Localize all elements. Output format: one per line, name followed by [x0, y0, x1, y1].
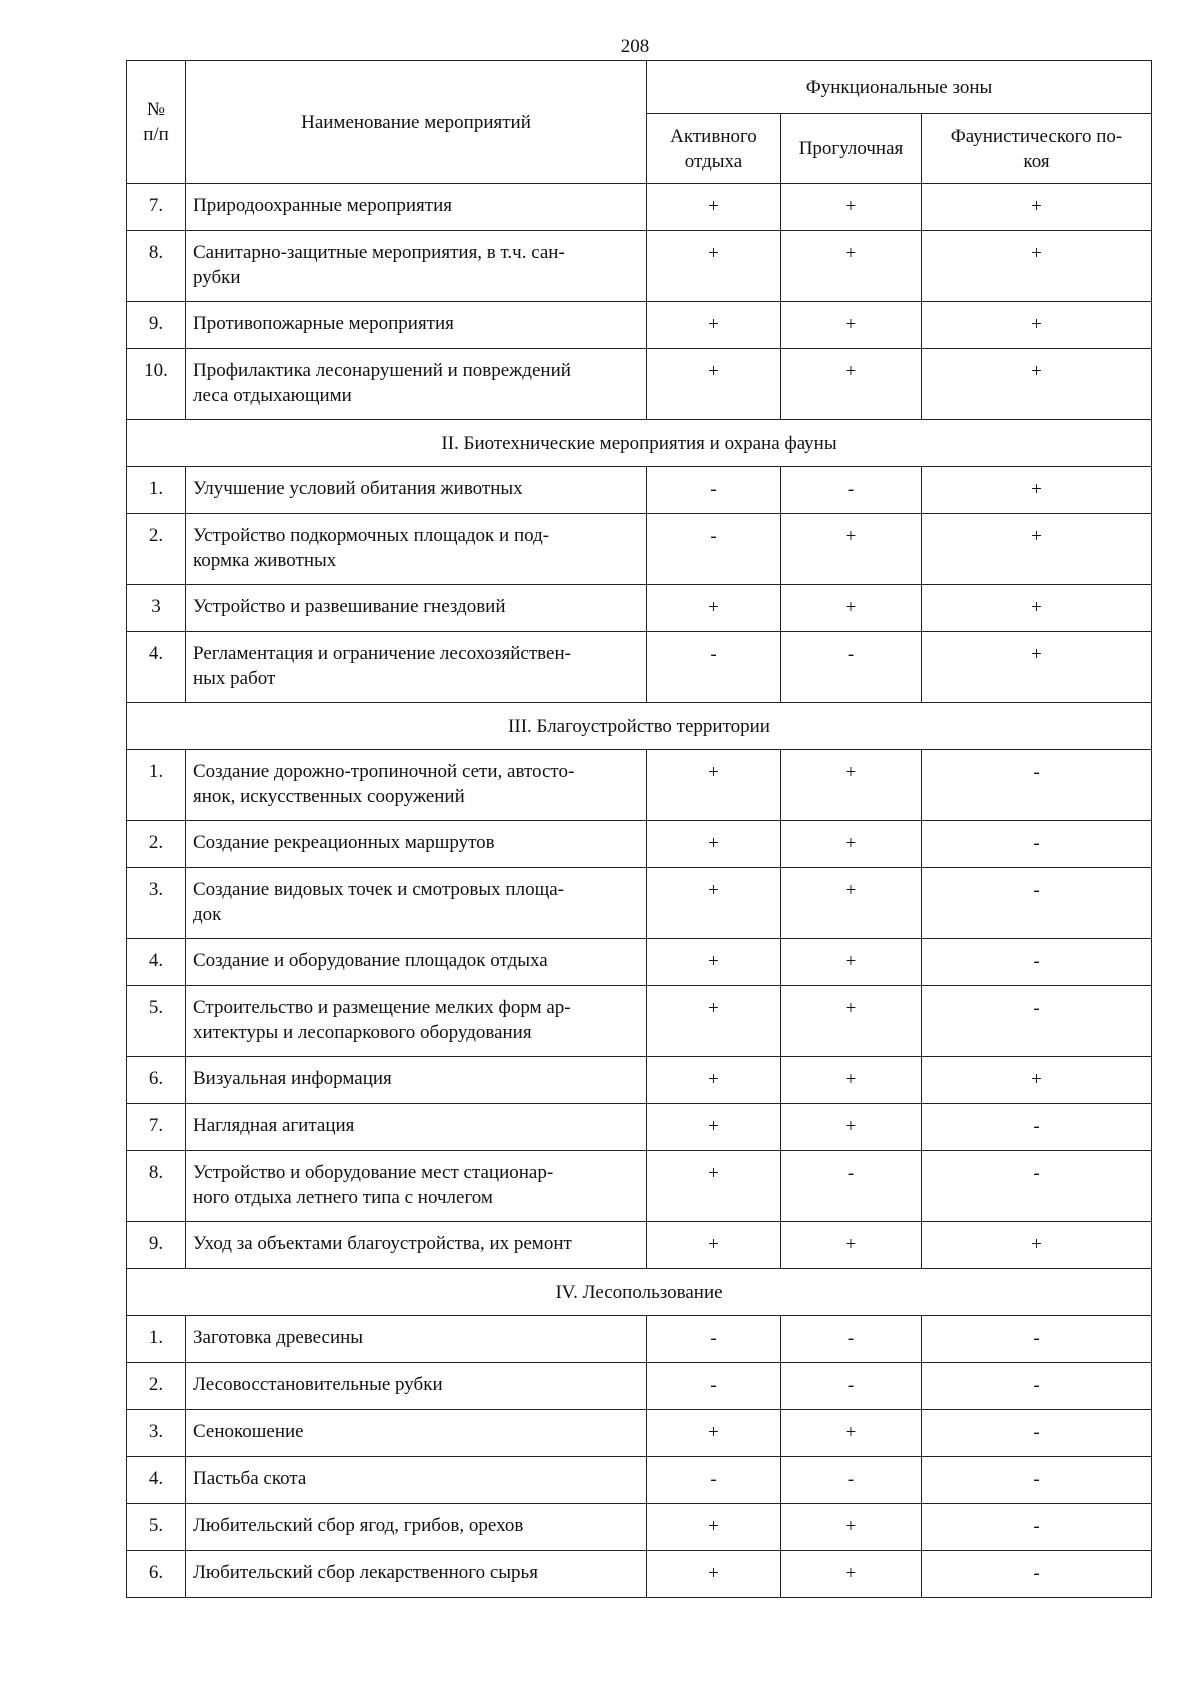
- zone-mark: +: [781, 302, 922, 349]
- zone-mark: +: [922, 349, 1152, 420]
- row-name: Любительский сбор лекарственного сырья: [186, 1551, 647, 1598]
- zone-mark: +: [647, 231, 781, 302]
- zone-mark: +: [922, 184, 1152, 231]
- zone-mark: -: [922, 1316, 1152, 1363]
- zone-mark: +: [647, 868, 781, 939]
- zone-mark: +: [781, 868, 922, 939]
- row-name: Любительский сбор ягод, грибов, орехов: [186, 1504, 647, 1551]
- row-number: 1.: [127, 467, 186, 514]
- row-name: Уход за объектами благоустройства, их ремонт: [186, 1222, 647, 1269]
- zone-mark: +: [922, 1057, 1152, 1104]
- zone-mark: -: [922, 1457, 1152, 1504]
- zone-mark: +: [922, 231, 1152, 302]
- zone-mark: +: [781, 184, 922, 231]
- zone-mark: -: [781, 1363, 922, 1410]
- zone-mark: -: [781, 1316, 922, 1363]
- table-row: [127, 1151, 1152, 1222]
- row-number: 9.: [127, 302, 186, 349]
- section-title: II. Биотехнические мероприятия и охрана фауны: [127, 420, 1152, 467]
- row-number: 2.: [127, 1363, 186, 1410]
- zone-mark: +: [781, 821, 922, 868]
- row-name: Создание и оборудование площадок отдыха: [186, 939, 647, 986]
- zone-mark: +: [781, 1057, 922, 1104]
- zone-mark: +: [647, 1057, 781, 1104]
- zone-mark: +: [781, 231, 922, 302]
- row-name: Устройство и оборудование мест стационар- ного отдыха летнего типа с ночлегом: [186, 1151, 647, 1222]
- zone-mark: -: [781, 467, 922, 514]
- table-row: [127, 1057, 1152, 1104]
- zone-mark: -: [647, 514, 781, 585]
- table-row: [127, 1316, 1152, 1363]
- zone-mark: +: [647, 585, 781, 632]
- zone-mark: +: [647, 939, 781, 986]
- zone-mark: -: [922, 821, 1152, 868]
- table-row: [127, 632, 1152, 703]
- row-number: 5.: [127, 986, 186, 1057]
- table-row: [127, 868, 1152, 939]
- row-number: 2.: [127, 514, 186, 585]
- row-name: Создание дорожно-тропиночной сети, автосто- янок, искусственных сооружений: [186, 750, 647, 821]
- header-zones-title: Функциональные зоны: [647, 61, 1152, 114]
- table-row: [127, 302, 1152, 349]
- row-name: Регламентация и ограничение лесохозяйствен- ных работ: [186, 632, 647, 703]
- zone-mark: +: [647, 349, 781, 420]
- zone-mark: +: [647, 1222, 781, 1269]
- zone-mark: +: [922, 1222, 1152, 1269]
- row-number: 4.: [127, 632, 186, 703]
- measures-table: [126, 60, 1152, 1598]
- header-zone-walking: Прогулочная: [781, 114, 922, 184]
- zone-mark: -: [922, 1504, 1152, 1551]
- row-number: 8.: [127, 1151, 186, 1222]
- row-number: 2.: [127, 821, 186, 868]
- zone-mark: -: [647, 1363, 781, 1410]
- zone-mark: +: [781, 1104, 922, 1151]
- zone-mark: -: [922, 750, 1152, 821]
- table-row: [127, 514, 1152, 585]
- zone-mark: +: [647, 184, 781, 231]
- zone-mark: +: [922, 302, 1152, 349]
- zone-mark: -: [647, 1316, 781, 1363]
- zone-mark: -: [922, 986, 1152, 1057]
- header-name: Наименование мероприятий: [186, 61, 647, 184]
- section-title: III. Благоустройство территории: [127, 703, 1152, 750]
- zone-mark: +: [781, 585, 922, 632]
- zone-mark: +: [781, 939, 922, 986]
- zone-mark: +: [647, 302, 781, 349]
- row-number: 4.: [127, 1457, 186, 1504]
- zone-mark: +: [647, 750, 781, 821]
- row-number: 1.: [127, 750, 186, 821]
- row-number: 3.: [127, 868, 186, 939]
- zone-mark: +: [647, 1410, 781, 1457]
- zone-mark: -: [922, 1151, 1152, 1222]
- row-number: 6.: [127, 1057, 186, 1104]
- row-name: Лесовосстановительные рубки: [186, 1363, 647, 1410]
- row-name: Создание рекреационных маршрутов: [186, 821, 647, 868]
- section-row: [127, 1269, 1152, 1316]
- zone-mark: -: [922, 1104, 1152, 1151]
- zone-mark: +: [647, 1504, 781, 1551]
- page-number: 208: [620, 36, 650, 57]
- row-number: 8.: [127, 231, 186, 302]
- table-row: [127, 184, 1152, 231]
- zone-mark: +: [781, 1410, 922, 1457]
- section-title: IV. Лесопользование: [127, 1269, 1152, 1316]
- table-row: [127, 939, 1152, 986]
- row-name: Пастьба скота: [186, 1457, 647, 1504]
- table-row: [127, 1222, 1152, 1269]
- table-row: [127, 1363, 1152, 1410]
- table-row: [127, 1104, 1152, 1151]
- row-name: Устройство и развешивание гнездовий: [186, 585, 647, 632]
- zone-mark: -: [922, 1363, 1152, 1410]
- header-num: [127, 61, 186, 184]
- zone-mark: +: [781, 1504, 922, 1551]
- header-row-1: [127, 61, 1152, 114]
- row-number: 9.: [127, 1222, 186, 1269]
- zone-mark: +: [647, 821, 781, 868]
- row-name: Санитарно-защитные мероприятия, в т.ч. сан- рубки: [186, 231, 647, 302]
- zone-mark: -: [647, 1457, 781, 1504]
- section-row: [127, 703, 1152, 750]
- header-num-text: № п/п: [143, 99, 169, 145]
- header-zone-active: Активного отдыха: [647, 114, 781, 184]
- table-row: [127, 821, 1152, 868]
- zone-mark: -: [781, 1457, 922, 1504]
- row-number: 3.: [127, 1410, 186, 1457]
- row-number: 4.: [127, 939, 186, 986]
- table-row: [127, 1410, 1152, 1457]
- zone-mark: +: [781, 1222, 922, 1269]
- row-number: 3: [127, 585, 186, 632]
- row-name: Природоохранные мероприятия: [186, 184, 647, 231]
- row-number: 6.: [127, 1551, 186, 1598]
- zone-mark: -: [922, 1410, 1152, 1457]
- zone-mark: -: [647, 632, 781, 703]
- zone-mark: +: [781, 986, 922, 1057]
- zone-mark: +: [781, 750, 922, 821]
- zone-mark: +: [647, 986, 781, 1057]
- row-number: 1.: [127, 1316, 186, 1363]
- row-name: Строительство и размещение мелких форм ар- хитектуры и лесопаркового оборудования: [186, 986, 647, 1057]
- row-number: 10.: [127, 349, 186, 420]
- table-row: [127, 349, 1152, 420]
- row-name: Сенокошение: [186, 1410, 647, 1457]
- row-name: Профилактика лесонарушений и повреждений леса отдыхающими: [186, 349, 647, 420]
- zone-mark: +: [922, 514, 1152, 585]
- table-row: [127, 585, 1152, 632]
- table-row: [127, 231, 1152, 302]
- table-row: [127, 750, 1152, 821]
- row-name: Улучшение условий обитания животных: [186, 467, 647, 514]
- zone-mark: +: [922, 467, 1152, 514]
- zone-mark: +: [781, 349, 922, 420]
- zone-mark: -: [922, 939, 1152, 986]
- row-name: Противопожарные мероприятия: [186, 302, 647, 349]
- row-number: 7.: [127, 1104, 186, 1151]
- zone-mark: +: [781, 514, 922, 585]
- section-row: [127, 420, 1152, 467]
- zone-mark: +: [922, 632, 1152, 703]
- zone-mark: +: [781, 1551, 922, 1598]
- zone-mark: -: [781, 1151, 922, 1222]
- row-name: Создание видовых точек и смотровых площа- док: [186, 868, 647, 939]
- zone-mark: -: [922, 868, 1152, 939]
- row-name: Визуальная информация: [186, 1057, 647, 1104]
- zone-mark: -: [781, 632, 922, 703]
- zone-mark: +: [647, 1551, 781, 1598]
- zone-mark: -: [922, 1551, 1152, 1598]
- table-row: [127, 1504, 1152, 1551]
- table-row: [127, 1551, 1152, 1598]
- header-zone-fauna: Фаунистического по- коя: [922, 114, 1152, 184]
- row-number: 7.: [127, 184, 186, 231]
- zone-mark: +: [922, 585, 1152, 632]
- table-row: [127, 467, 1152, 514]
- row-number: 5.: [127, 1504, 186, 1551]
- table-row: [127, 986, 1152, 1057]
- table-row: [127, 1457, 1152, 1504]
- zone-mark: +: [647, 1104, 781, 1151]
- table-body: [127, 184, 1152, 1598]
- row-name: Устройство подкормочных площадок и под- кормка животных: [186, 514, 647, 585]
- zone-mark: +: [647, 1151, 781, 1222]
- row-name: Наглядная агитация: [186, 1104, 647, 1151]
- zone-mark: -: [647, 467, 781, 514]
- row-name: Заготовка древесины: [186, 1316, 647, 1363]
